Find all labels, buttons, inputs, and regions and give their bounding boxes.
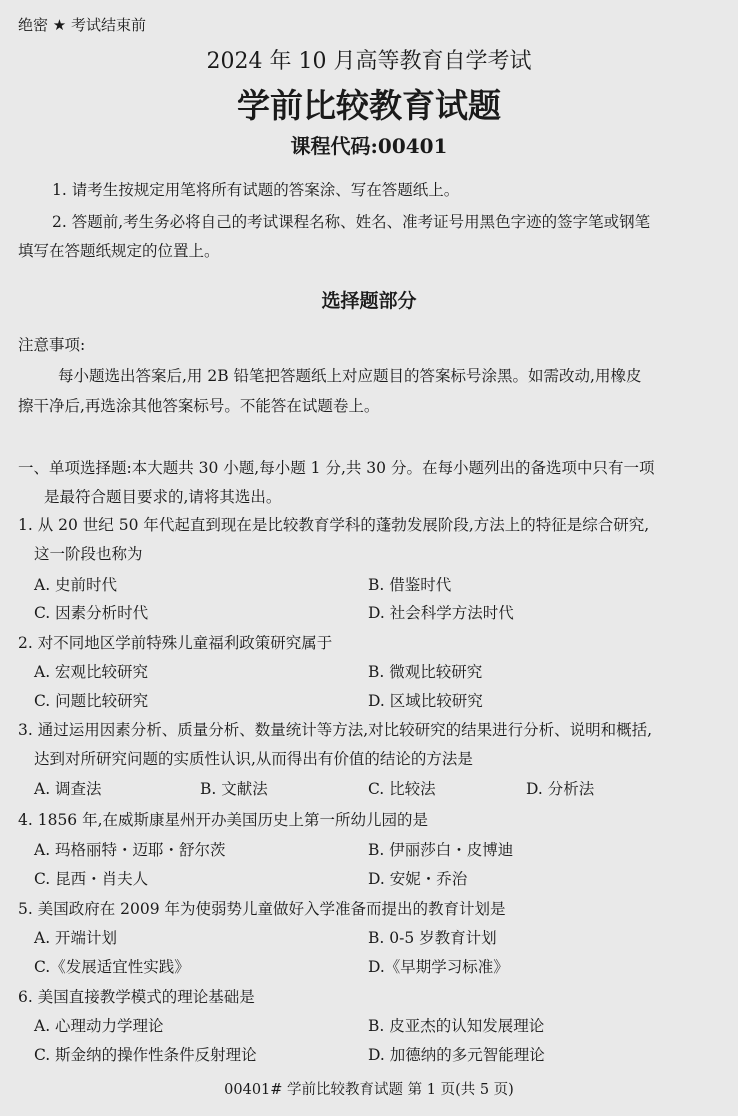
course-code: 课程代码:00401	[290, 134, 448, 158]
question-1-stem-cont: 这一阶段也称为	[34, 545, 143, 563]
section-title: 选择题部分	[321, 290, 417, 312]
question-2-option-a: A. 宏观比较研究	[34, 663, 149, 681]
part1-heading-line-1: 一、单项选择题:本大题共 30 小题,每小题 1 分,共 30 分。在每小题列出的备选项中只有一项	[18, 459, 655, 477]
part1-heading-line-2: 是最符合题目要求的,请将其选出。	[44, 488, 282, 506]
question-1-option-c: C. 因素分析时代	[34, 604, 149, 622]
question-2-stem: 2. 对不同地区学前特殊儿童福利政策研究属于	[18, 634, 333, 652]
question-4-option-c: C. 昆西・肖夫人	[34, 870, 149, 888]
question-2-option-d: D. 区域比较研究	[368, 692, 483, 710]
exam-title: 2024 年 10 月高等教育自学考试	[206, 49, 532, 74]
question-1-option-a: A. 史前时代	[34, 576, 118, 594]
question-3-option-d: D. 分析法	[526, 780, 595, 798]
question-4-option-a: A. 玛格丽特・迈耶・舒尔茨	[34, 841, 226, 859]
question-2-option-b: B. 微观比较研究	[368, 663, 483, 681]
question-1-option-d: D. 社会科学方法时代	[368, 604, 514, 622]
notice-heading: 注意事项:	[18, 336, 86, 354]
question-3-stem: 3. 通过运用因素分析、质量分析、数量统计等方法,对比较研究的结果进行分析、说明和概括,	[18, 721, 653, 739]
question-5-option-a: A. 开端计划	[34, 929, 118, 947]
question-6-stem: 6. 美国直接教学模式的理论基础是	[18, 988, 255, 1006]
question-4-option-b: B. 伊丽莎白・皮博迪	[368, 841, 514, 859]
notice-line-2: 擦干净后,再选涂其他答案标号。不能答在试题卷上。	[18, 397, 380, 415]
question-2-option-c: C. 问题比较研究	[34, 692, 149, 710]
question-3-option-a: A. 调查法	[34, 780, 102, 798]
question-6-option-d: D. 加德纳的多元智能理论	[368, 1046, 545, 1064]
question-6-option-c: C. 斯金纳的操作性条件反射理论	[34, 1046, 257, 1064]
instruction-item-2-line-1: 2. 答题前,考生务必将自己的考试课程名称、姓名、准考证号用黑色字迹的签字笔或钢笔	[52, 213, 651, 231]
question-6-option-a: A. 心理动力学理论	[34, 1017, 164, 1035]
question-3-option-c: C. 比较法	[368, 780, 436, 798]
question-5-stem: 5. 美国政府在 2009 年为使弱势儿童做好入学准备而提出的教育计划是	[18, 900, 506, 918]
question-5-option-b: B. 0-5 岁教育计划	[368, 929, 497, 947]
question-6-option-b: B. 皮亚杰的认知发展理论	[368, 1017, 545, 1035]
instruction-item-2-line-2: 填写在答题纸规定的位置上。	[18, 242, 220, 260]
confidential-label: 绝密 ★ 考试结束前	[18, 16, 146, 34]
question-4-stem: 4. 1856 年,在威斯康星州开办美国历史上第一所幼儿园的是	[18, 811, 429, 829]
question-5-option-d: D.《早期学习标准》	[368, 958, 509, 976]
question-3-option-b: B. 文献法	[200, 780, 268, 798]
page-footer: 00401# 学前比较教育试题 第 1 页(共 5 页)	[224, 1082, 514, 1098]
subject-title: 学前比较教育试题	[237, 86, 501, 125]
instruction-item-1: 1. 请考生按规定用笔将所有试题的答案涂、写在答题纸上。	[52, 181, 460, 199]
notice-line-1: 每小题选出答案后,用 2B 铅笔把答题纸上对应题目的答案标号涂黑。如需改动,用橡皮	[58, 367, 642, 385]
question-5-option-c: C.《发展适宜性实践》	[34, 958, 190, 976]
question-1-stem: 1. 从 20 世纪 50 年代起直到现在是比较教育学科的蓬勃发展阶段,方法上的特征是综合研究,	[18, 516, 650, 534]
question-1-option-b: B. 借鉴时代	[368, 576, 452, 594]
question-4-option-d: D. 安妮・乔治	[368, 870, 468, 888]
question-3-stem-cont: 达到对所研究问题的实质性认识,从而得出有价值的结论的方法是	[34, 750, 473, 768]
